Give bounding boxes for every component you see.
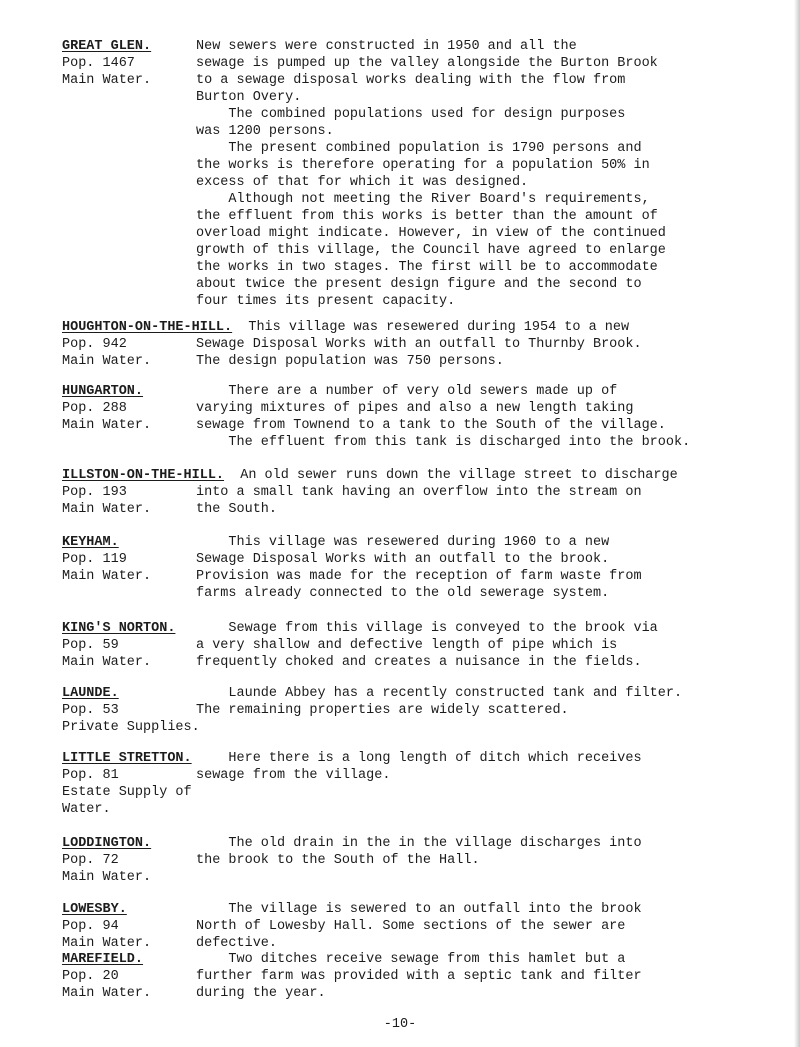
text-line: the works is therefore operating for a population 50% in	[196, 158, 650, 173]
text-line: the brook to the South of the Hall.	[196, 853, 480, 868]
population: Pop. 288	[62, 401, 127, 416]
text-line: the effluent from this works is better than the amount of	[196, 209, 658, 224]
text-line: four times its present capacity.	[196, 294, 456, 309]
text-line: The village is sewered to an outfall into the brook	[196, 902, 642, 917]
village-heading-line	[62, 319, 630, 336]
text-line: Launde Abbey has a recently constructed tank and filter.	[196, 686, 683, 701]
village-name: KEYHAM.	[62, 535, 119, 550]
text-line: frequently choked and creates a nuisance in the fields.	[196, 655, 642, 670]
text-line: The effluent from this tank is discharged into the brook.	[196, 435, 691, 450]
water-supply: Main Water.	[62, 870, 152, 885]
water-supply: Main Water.	[62, 418, 152, 433]
water-supply-continued: Water.	[62, 802, 111, 817]
water-supply: Main Water.	[62, 936, 152, 951]
population: Pop. 72	[62, 853, 119, 868]
village-name: KING'S NORTON.	[62, 621, 176, 636]
text-line: sewage is pumped up the valley alongside the Burton Brook	[196, 56, 658, 71]
village-name: ILLSTON-ON-THE-HILL.	[62, 468, 225, 483]
village-name: LODDINGTON.	[62, 836, 152, 851]
text-line: growth of this village, the Council have agreed to enlarge	[196, 243, 666, 258]
text-line: Here there is a long length of ditch which receives	[196, 751, 642, 766]
village-name: HOUGHTON-ON-THE-HILL.	[62, 320, 233, 335]
text-line: Sewage Disposal Works with an outfall to Thurnby Brook.	[196, 337, 642, 352]
water-supply: Main Water.	[62, 354, 152, 369]
population: Pop. 942	[62, 337, 127, 352]
text-line: The present combined population is 1790 persons and	[196, 141, 642, 156]
text-line: The remaining properties are widely scattered.	[196, 703, 569, 718]
entry-text	[196, 835, 796, 869]
text-line: about twice the present design figure and the second to	[196, 277, 642, 292]
water-supply: Main Water.	[62, 986, 152, 1001]
text-line: farms already connected to the old sewerage system.	[196, 586, 610, 601]
village-heading-line	[62, 467, 678, 484]
text-line: further farm was provided with a septic tank and filter	[196, 969, 642, 984]
population: Pop. 1467	[62, 56, 135, 71]
population: Pop. 81	[62, 768, 119, 783]
village-name: LAUNDE.	[62, 686, 119, 701]
water-supply: Main Water.	[62, 569, 152, 584]
entry-text	[196, 901, 796, 952]
text-line: The combined populations used for design purposes	[196, 107, 626, 122]
village-name: LOWESBY.	[62, 902, 127, 917]
text-line: varying mixtures of pipes and also a new length taking	[196, 401, 634, 416]
text-line: New sewers were constructed in 1950 and all the	[196, 39, 577, 54]
water-supply: Main Water.	[62, 73, 152, 88]
population: Pop. 94	[62, 919, 119, 934]
scan-edge	[794, 0, 800, 1047]
population: Pop. 59	[62, 638, 119, 653]
text-line: a very shallow and defective length of pipe which is	[196, 638, 618, 653]
village-name: HUNGARTON.	[62, 384, 144, 399]
entry-text	[196, 685, 796, 719]
text-line: The design population was 750 persons.	[196, 354, 504, 369]
text-line: sewage from Townend to a tank to the South of the village.	[196, 418, 666, 433]
text-line: The old drain in the in the village discharges into	[196, 836, 642, 851]
text-line: North of Lowesby Hall. Some sections of the sewer are	[196, 919, 626, 934]
entry-text	[196, 38, 796, 310]
population: Pop. 20	[62, 969, 119, 984]
text-line: Burton Overy.	[196, 90, 302, 105]
population: Pop. 53	[62, 703, 119, 718]
water-supply: Main Water.	[62, 502, 152, 517]
text-line: This village was resewered during 1960 to a new	[196, 535, 610, 550]
text-line: Sewage from this village is conveyed to the brook via	[196, 621, 658, 636]
inline-text: This village was resewered during 1954 to a new	[248, 320, 630, 335]
text-line: Sewage Disposal Works with an outfall to the brook.	[196, 552, 610, 567]
text-line: into a small tank having an overflow into the stream on	[196, 485, 642, 500]
entry-text	[196, 620, 796, 671]
text-line: Although not meeting the River Board's requirements,	[196, 192, 650, 207]
entry-text	[196, 534, 796, 602]
text-line: the works in two stages. The first will be to accommodate	[196, 260, 658, 275]
village-name: MAREFIELD.	[62, 952, 144, 967]
page-number: -10-	[383, 1017, 417, 1032]
text-line: overload might indicate. However, in view of the continued	[196, 226, 666, 241]
village-name: LITTLE STRETTON.	[62, 751, 192, 766]
water-supply: Main Water.	[62, 655, 152, 670]
entry-text	[196, 484, 796, 518]
text-line: Two ditches receive sewage from this hamlet but a	[196, 952, 626, 967]
text-line: Provision was made for the reception of farm waste from	[196, 569, 642, 584]
text-line: defective.	[196, 936, 278, 951]
text-line: during the year.	[196, 986, 326, 1001]
text-line: There are a number of very old sewers made up of	[196, 384, 618, 399]
inline-text: An old sewer runs down the village street to discharge	[240, 468, 678, 483]
entry-text	[196, 951, 796, 1002]
population: Pop. 193	[62, 485, 127, 500]
population: Pop. 119	[62, 552, 127, 567]
entry-text	[196, 750, 796, 784]
text-line: the South.	[196, 502, 278, 517]
text-line: excess of that for which it was designed.	[196, 175, 529, 190]
text-line: sewage from the village.	[196, 768, 391, 783]
village-name: GREAT GLEN.	[62, 39, 152, 54]
entry-text	[196, 383, 796, 451]
water-supply: Private Supplies.	[62, 720, 200, 735]
text-line: was 1200 persons.	[196, 124, 334, 139]
entry-text	[196, 336, 796, 370]
water-supply: Estate Supply of	[62, 785, 192, 800]
text-line: to a sewage disposal works dealing with the flow from	[196, 73, 626, 88]
